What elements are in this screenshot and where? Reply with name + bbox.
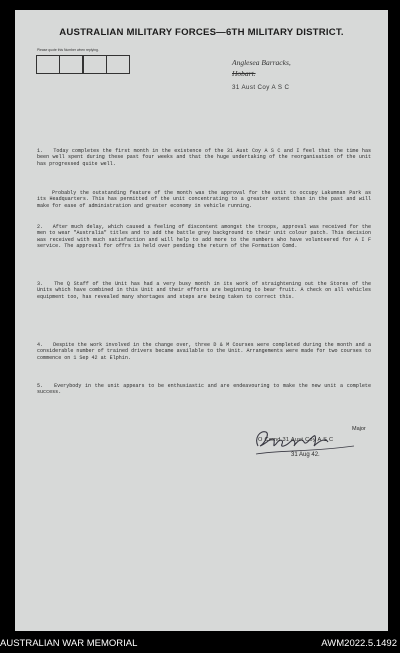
- document-page: [15, 10, 388, 631]
- footer-accession-number: AWM2022.5.1492: [321, 638, 397, 649]
- reference-box: [36, 55, 60, 74]
- address-line-3: 31 Aust Coy A S C: [232, 84, 290, 91]
- address-line-2: Hobart.: [232, 69, 256, 78]
- footer-institution: AUSTRALIAN WAR MEMORIAL: [0, 638, 138, 649]
- letter-date: 31 Aug 42.: [291, 452, 320, 458]
- reference-box: [59, 55, 83, 74]
- paragraph-2: 2. After much delay, which caused a feeling of discontent amongst the troops, approval was received for the men to wear "Australia" titles and to add the battle grey background to their unit colour patch. This decision was received with much satisfaction and will help to add more to the numbers who have volunteered for A I F service. The approval for offrs is held over pending the return of the Formation Comd.: [37, 224, 371, 249]
- paragraph-1: 1. Today completes the first month in the existence of the 31 Aust Coy A S C and I feel that the time has been well spent during these past four weeks and that the huge undertaking of the reorganisation of the unit has progressed quite well.: [37, 148, 371, 167]
- address-line-1: Anglesea Barracks,: [232, 58, 291, 67]
- reference-box: [83, 55, 107, 74]
- quote-number-note: Please quote this Number when replying.: [37, 48, 99, 52]
- signatory-rank: Major: [352, 426, 366, 432]
- letterhead-title: AUSTRALIAN MILITARY FORCES—6TH MILITARY DISTRICT.: [59, 27, 344, 38]
- paragraph-3: 3. The Q Staff of the Unit has had a very busy month in its work of straightening out the Stores of the Units which have combined in this Unit and their efforts are beginning to bear fruit. A check on all vehicles equipment too, has revealed many shortages and steps are being taken to correct this.: [37, 281, 371, 300]
- paragraph-4: 4. Despite the work involved in the change over, three D & M Courses were completed during the month and a considerable number of trained drivers became available to the Unit. Arrangements were made for two courses to commence on 1 Sep 42 at Elphin.: [37, 342, 371, 361]
- paragraph-1b: Probably the outstanding feature of the month was the approval for the unit to occupy Lakumnan Park as its Headquarters. This has permitted of the unit concentrating to a greater extent than in the past and will make for ease of administration and greater economy in vehicle running.: [37, 190, 371, 209]
- paragraph-5: 5. Everybody in the unit appears to be enthusiastic and are endeavouring to make the new unit a complete success.: [37, 383, 371, 396]
- reference-box: [106, 55, 130, 74]
- signatory-title: O Comd 31 Aust Coy A S C: [258, 437, 334, 443]
- reference-number-boxes: [37, 55, 130, 74]
